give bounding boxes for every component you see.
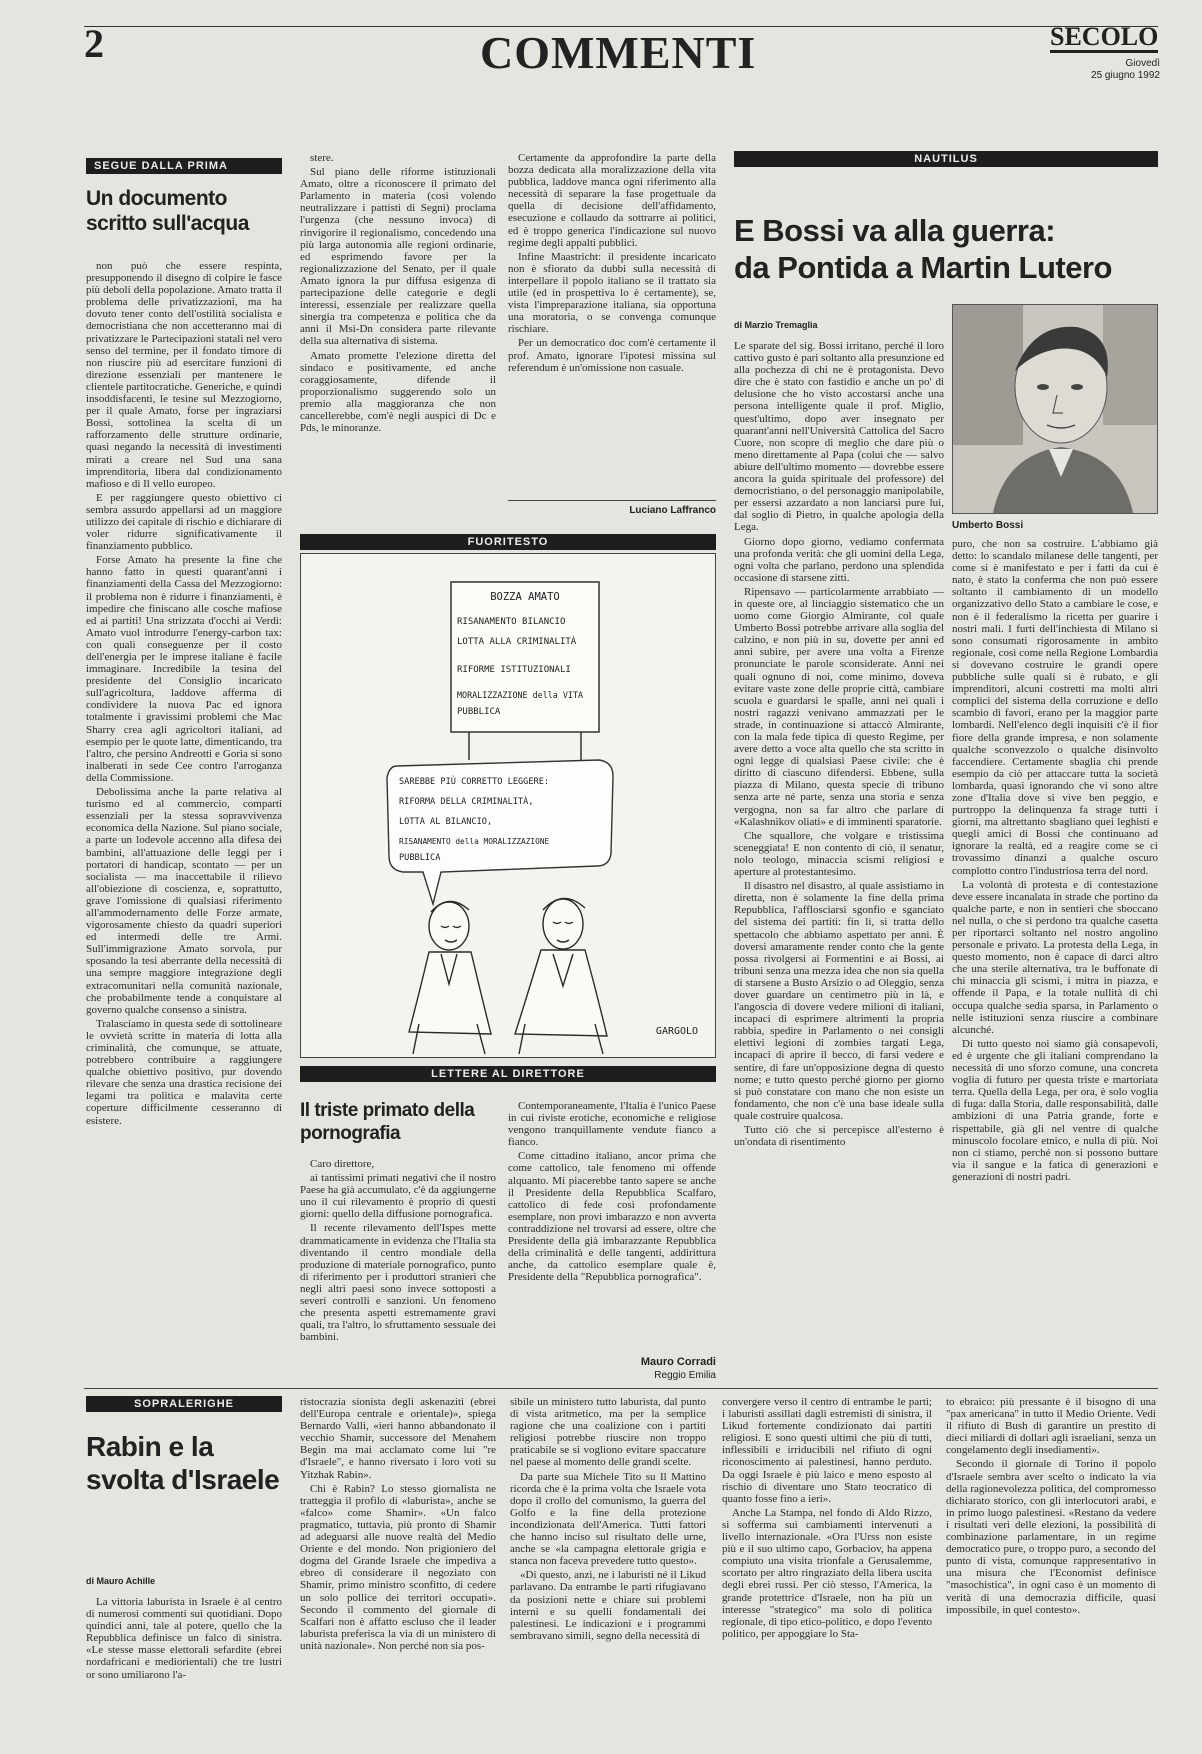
segue-kicker: SEGUE DALLA PRIMA [86, 158, 282, 174]
segue-author-rule [508, 500, 716, 501]
paragraph: Certamente da approfondire la parte della bozza dedicata alla moralizzazione della vita pubblica, laddove manca ogni riferimento alla necessità di separare la fase progettuale da quella di decisione dell'affidamento, esecuzione e collaudo da sottrarre ai politici, ed è troppo generica l'indicazione sul nuovo regime degli appalti pubblici. [508, 152, 716, 249]
sopralerighe-col4 [722, 1396, 932, 1746]
sopralerighe-byline: di Mauro Achille [86, 1576, 156, 1586]
lettere-city: Reggio Emilia [654, 1370, 716, 1381]
sign-line: MORALIZZAZIONE della VITA [457, 690, 584, 700]
issue-date [1050, 58, 1160, 82]
segue-author: Luciano Laffranco [629, 505, 716, 516]
segue-col3 [508, 152, 716, 482]
bubble-line: SAREBBE PIÙ CORRETTO LEGGERE: [399, 777, 550, 787]
paragraph: «Di questo, anzi, ne i laburisti né il Likud parlavano. Da entrambe le parti rifugiavano da posizioni nette e chiare sui problemi interni e su quelli fondamentali dei palestinesi. Le indicazioni e i programmi sembravano simili, segno della necessità di [510, 1569, 706, 1642]
paragraph: Il disastro nel disastro, al quale assistiamo in diretta, non è solamente la fine della prima Repubblica, l'afflosciarsi sgonfio e sganciato del sistema dei partiti: fin lì, si tratta dello spettacolo che abbiamo aspettato per anni. È doversi amaramente render conto che la gente possa rivolgersi ai Formentini e ai Bossi, ai tribuni senza una mezza idea che non sia quella di starsene a Busto Arsizio o ad Oleggio, senza dover guardare un centimetro più in là, e l'angoscia di dovere vedere milioni di italiani, incapaci di esprimere altrimenti la propria rabbia, spedire in Parlamento o nei consigli elettivi legioni di zombies targati Lega, incapaci di aprire il becco, di farsi vedere e sentire, di fare un'opposizione degna di questo nome; e tutto questo perché giorno per giorno si può constatare con mano che non esiste un fondamento, che non c'è una base ideale sulla quale costruire qualcosa. [734, 880, 944, 1122]
lettere-col1 [300, 1158, 496, 1378]
paragraph: convergere verso il centro di entrambe le parti; i laburisti assillati dagli estremisti di sinistra, il Likud fortemente condizionato dai partiti religiosi. E sono questi ultimi che più di tutti, inflessibili e irriducibili nel rifiuto di ogni riconoscimento ai palestinesi, hanno perduto. Da oggi Israele è più laico e meno esposto al rischio di diventare uno Stato teocratico di quanto fosse fino a ieri». [722, 1396, 932, 1505]
lettere-title: Il triste primato della pornografia [300, 1100, 475, 1144]
paragraph: Tralasciamo in questa sede di sottolineare le ovvietà scritte in materia di lotta alla criminalità, che comunque, se attuate, potrebbero contribuire a raggiungere qualche obiettivo positivo, pur dovendo rilevare che senza una drastica recisione dei legami tra politica e malavita certe coperture difficilmente cesseranno di esistere. [86, 1017, 282, 1127]
bubble-line: LOTTA AL BILANCIO, [399, 817, 493, 827]
paragraph: to ebraico: più pressante è il bisogno di una "pax americana" in tutto il Medio Oriente. Vedi il rifiuto di Bush di garantire un prestito di dieci miliardi di dollari agli israeliani, senza un congelamento degli insediamenti». [946, 1396, 1156, 1457]
lettere-kicker: LETTERE AL DIRETTORE [300, 1066, 716, 1082]
sopralerighe-title: Rabin e la svolta d'Israele [86, 1431, 280, 1496]
issue-weekday: Giovedì [1125, 58, 1160, 69]
sopralerighe-kicker: SOPRALERIGHE [86, 1396, 282, 1412]
paragraph: ai tantissimi primati negativi che il nostro Paese ha già accumulato, c'è da aggiungerne uno il cui rilevamento è proprio di questi giorni: quello della diffusione pornografica. [300, 1172, 496, 1221]
paragraph: Infine Maastricht: il presidente incaricato non è sfiorato da dubbi sulla necessità di interpellare il popolo italiano se il trattato sia utile (ed in prospettiva lo è certamente), se, vista l'impreparazione italiana, sia opportuna una moratoria, o se convenga comunque rischiare. [508, 250, 716, 336]
cartoon-frame [300, 553, 716, 1058]
cartoon-figure-left [409, 901, 491, 1054]
issue-day: 25 giugno 1992 [1091, 70, 1160, 81]
paragraph: Per un democratico doc com'è certamente il prof. Amato, ignorare l'ipotesi missina sul referendum è un'omissione non casuale. [508, 337, 716, 374]
paragraph: sibile un ministero tutto laburista, dal punto di vista aritmetico, ma per la semplice ragione che una coalizione con i partiti religiosi potrebbe riuscire non troppo praticabile se si vogliono evitare spaccature nel paese al momento delle grandi scelte. [510, 1396, 706, 1469]
paragraph: Come cittadino italiano, ancor prima che come cattolico, tale fenomeno mi offende alquanto. Mi piacerebbe tanto sapere se anche il Presidente della Repubblica Scalfaro, cattolico di fede così profondamente esemplare, non provi imbarazzo e non avverta contraddizione nel trovarsi ad essere, oltre che Presidente della già imbarazzante Repubblica della criminalità e delle tangenti, addirittura anche, da cattolico esemplare quale è, Presidente della "Repubblica pornografica". [508, 1150, 716, 1284]
lettere-author: Mauro Corradi [640, 1356, 716, 1368]
segue-title: Un documento scritto sull'acqua [86, 187, 249, 236]
nautilus-col1 [734, 340, 944, 1380]
paragraph: Di tutto questo noi siamo già consapevoli, ed è urgente che gli italiani comprendano la necessità di uno sforzo comune, una concreta voglia di futuro per questa triste e martoriata terra. Quella della Lega, per ora, è solo voglia di fuga: dalla Storia, dalle responsabilità, dalle ambizioni di una Patria grande, forte e rispettabile, già gli nel ventre di qualche minuscolo focolare etnico, e nulla di più. Noi non ci stiamo, perché non si possono buttare via il sangue e la fatica di generazioni e generazioni di nostri padri. [952, 1037, 1158, 1183]
paragraph: La volontà di protesta e di contestazione deve essere incanalata in strade che portino da qualche parte, e non in sentieri che sboccano nel nulla, o che si perdono tra qualche casetta per riportarci soltanto nel nostro angolino personale e privato. La protesta della Lega, in questo momento, non è capace di darci altro che una sterile alternativa, tra le buffonate di chi minaccia gli scismi, i mitra in piazza, e offende il Papa, e la totale nullità di chi occupa qualche sedia sparsa, in Parlamento o nelle istituzioni senza riuscire a combinare alcunché. [952, 878, 1158, 1036]
nautilus-col2 [952, 538, 1158, 1380]
bubble-line: RIFORMA DELLA CRIMINALITÀ, [399, 797, 534, 807]
paragraph: Il recente rilevamento dell'Ispes mette drammaticamente in evidenza che l'Italia sta diventando il centro mondiale della produzione di materiale pornografico, punto di riferimento per i produttori stranieri che negli altri paesi sono invece sottoposti a severi controlli e sanzioni. Un fenomeno che presenta aspetti estremamente gravi quali, tra l'altro, lo sfruttamento sessuale dei bambini. [300, 1222, 496, 1344]
paragraph: Anche La Stampa, nel fondo di Aldo Rizzo, si sofferma sui cambiamenti intervenuti a livello internazionale. «Ora l'Urss non esiste più e il suo ultimo capo, Gorbaciov, ha appena compiuto una visita trionfale a Gerusalemme, scortato per altro ringraziato della libera uscita degli ebrei russi. Per ciò stesso, l'America, la grande protettrice d'Israele, non ha più un interesse "strategico" ma solo di politica regionale, di tipo etico-politico, e dopo l'evento politico, per appoggiare lo Sta- [722, 1506, 932, 1640]
paragraph: Chi è Rabin? Lo stesso giornalista ne tratteggia il profilo di «laburista», anche se «falco» come Shamir». «Un falco pragmatico, tuttavia, più pronto di Shamir ad adeguarsi alle nuove realtà del Medio Oriente e del mondo. Non prigioniero del dogma del Grande Israele che impediva a ebreo di considerare il negoziato con Shamir, primo ministro sconfitto, di cedere un solo pollice dei territori occupati». Secondo il commento del giornale di Scalfari non è affatto escluso che il leader laburista preferisca la via di un ministero di unità nazionale». Non perché non sia pos- [300, 1482, 496, 1652]
sopralerighe-col1 [86, 1596, 282, 1746]
nautilus-title [734, 212, 1158, 286]
bossi-photo [952, 304, 1158, 514]
sign-line: RIFORME ISTITUZIONALI [457, 665, 571, 675]
paragraph: Sul piano delle riforme istituzionali Amato, oltre a riconoscere il primato del Parlamento in materia (così volendo neutralizzare i pattisti di Segni) proclama l'urgenza (che nessuno invoca) di rinvigorire il regionalismo, concedendo una più larga autonomia alle regioni ordinarie, ed esprimendo favore per la regionalizzazione del Senato, per il quale Amato ignora la pur diffusa esigenza di partecipazione delle categorie e degli interessi, essenziale per realizzare quella sinergia tra competenza e politica che da anni il Msi-Dn considera parte rilevante della sua alternativa di sistema. [300, 166, 496, 348]
section-title: COMMENTI [480, 27, 757, 78]
bubble-line: PUBBLICA [399, 853, 441, 863]
nautilus-title-line: E Bossi va alla guerra: [734, 213, 1056, 248]
sign-line: RISANAMENTO BILANCIO [457, 617, 566, 627]
paragraph: Forse Amato ha presente la fine che hanno fatto in questi quarant'anni i finanziamenti della Cassa del Mezzogiorno: il problema non è ridurre i finanziamenti, è impedire che finiscano alle cosche mafiose ed ai partiti! Una strizzata d'occhi ai Verdi: Amato vuol introdurre l'energy-carbon tax: con quali conseguenze per il costo dell'energia per le imprese italiane è facile immaginare. Incredibile la tesina del presidente del Consiglio incaricato sull'agricoltura, laddove afferma di condividere la nuova Pac ed ignora totalmente i gravissimi problemi che Mac Sharry crea agli agricoltori italiani, ad esempio per le quote latte, dimenticando, tra l'altro, che persino Andreotti e Goria si sono inalberati in sede Cee contro l'arroganza della Commissione. [86, 554, 282, 784]
bubble-line: RISANAMENTO della MORALIZZAZIONE [399, 837, 550, 846]
section-divider [84, 1388, 1158, 1389]
paragraph: Debolissima anche la parte relativa al turismo ed al commercio, comparti essenziali per la stessa sopravvivenza economica della Nazione. Sul piano sociale, a parte un lodevole accenno alla difesa dei bambini, all'attuazione delle leggi per i portatori di handicap, scontato — per un socialista — ma inaccettabile il rilievo all'obiezione di coscienza, e, soprattutto, grave l'omissione di qualsiasi riferimento all'ammodernamento delle Forze armate, vigorosamente chiesto da quadri superiori ed intermedi delle tre Armi. Sull'immigrazione Amato sorvola, pur sposando la tesi aberrante della necessità di una sempre maggiore integrazione degli extracomunitari nella comunità nazionale, che probabilmente tende a conquistare al governo qualche consenso a sinistra. [86, 786, 282, 1016]
newspaper-logo: SECOLO [1050, 22, 1159, 51]
segue-col1 [86, 260, 282, 1375]
photo-caption: Umberto Bossi [952, 520, 1024, 531]
cartoon-signature: GARGOLO [655, 1026, 699, 1037]
paragraph: Amato promette l'elezione diretta del sindaco e positivamente, ed anche coraggiosamente, difende il proporzionalismo suggerendo solo un premio alla maggioranza che non cancellerebbe, com'è negli auspici di Dc e Pds, le minoranze. [300, 349, 496, 435]
sign-line: PUBBLICA [457, 707, 501, 717]
nautilus-title-line: da Pontida a Martin Lutero [734, 250, 1112, 286]
paragraph: E per raggiungere questo obiettivo ci sembra assurdo appellarsi ad un maggiore utilizzo dei capitale di rischio e dichiarare di voler ridurre significativamente il finanziamento pubblico. [86, 491, 282, 553]
nautilus-byline: di Marzio Tremaglia [734, 320, 818, 330]
paragraph: Secondo il giornale di Torino il popolo d'Israele sembra aver scelto o indicato la via della ragionevolezza politica, del compromesso dichiarato storico, con gli interlocutori arabi, e in primo luogo palestinesi. «Restano da vedere i risultati veri delle elezioni, la possibilità di combinazione parlamentare, in un regime democratico pure, o troppo puro, a secondo del punto di vista, comunque rappresentativo in una misura che l'Economist definisce "masochistica", in ogni caso è un momento di verità di una democrazia difficile, quasi impossibile, in quel contesto». [946, 1458, 1156, 1616]
paragraph: ristocrazia sionista degli askenaziti (ebrei dell'Europa centrale e orientale)», spiega Bernardo Valli, «ieri hanno abbandonato il vecchio Shamir, successore del Menahem Begin ma mai acclamato come lui "re d'Israele", e hanno riversato i loro voti su Yitzhak Rabin». [300, 1396, 496, 1481]
paragraph: Le sparate del sig. Bossi irritano, perché il loro cattivo gusto è pari soltanto alla presunzione ed alla pochezza di chi ne è protagonista. Devo dire che è stato con fastidio e anche un po' di delusione che ho visto accostarsi anche una persona intelligente quale il prof. Miglio, quest'ultimo, dopo aver insegnato per quarant'anni nell'Università Cattolica del Sacro Cuore, non scopre di meglio che dare più o meno direttamente al Papa (colui che — salvo abiure dell'ultimo momento — dovrebbe essere ancora la guida spirituale del professore) del democristiano, o del personaggio manipolabile, per essersi azzardato a non lanciarsi pure lui, dal soglio di Pietro, in qualche apologia della Lega. [734, 340, 944, 534]
paragraph: La vittoria laburista in Israele è al centro di numerosi commenti sui quotidiani. Dopo quindici anni, tale al potere, quello che la Repubblica definisce un falco di sinistra. «Le stesse masse elettorali sefardite (ebrei nordafricani e mediorientali) che tre lustri or sono umiliarono l'a- [86, 1596, 282, 1681]
fuoritesto-kicker: FUORITESTO [300, 534, 716, 550]
sign-line: BOZZA AMATO [490, 591, 560, 603]
paragraph: Contemporaneamente, l'Italia è l'unico Paese in cui riviste erotiche, economiche e religiose vengono tranquillamente vendute fianco a fianco. [508, 1100, 716, 1149]
paragraph: Che squallore, che volgare e tristissima sceneggiata! E non contento di ciò, il senatur, nolo teologo, minaccia scismi religiosi e aperture al protestantesimo. [734, 829, 944, 879]
segue-col2 [300, 152, 496, 522]
sopralerighe-col5 [946, 1396, 1156, 1746]
sign-line: LOTTA ALLA CRIMINALITÀ [457, 637, 577, 647]
paragraph: stere. [310, 152, 334, 164]
paragraph: Da parte sua Michele Tito su Il Mattino ricorda che è la prima volta che Israele vota dopo il crollo del comunismo, la guerra del Golfo e la fine della protezione incondizionata dell'America. Tutti fattori che hanno inciso sul risultato delle urne, anche se «la campagna elettorale grigia e stanca non faceva prevedere tutto questo». [510, 1470, 706, 1568]
paragraph: Caro direttore, [310, 1158, 375, 1170]
paragraph: Tutto ciò che si percepisce all'esterno è un'ondata di risentimento [734, 1124, 944, 1149]
sopralerighe-col2 [300, 1396, 496, 1746]
paragraph: puro, che non sa costruire. L'abbiamo già detto: lo scandalo milanese delle tangenti, per come si è manifestato e per i fatti da cui è nato, è stato la conferma che non può essere soltanto il cambiamento di un modello organizzativo dello Stato a cambiare le cose, e non è il federalismo la ricetta per guarire i nostri mali. I furti dell'inchiesta di Milano si sono consumati rigorosamente in ambito regionale, così come nella Regione Lombardia si dovevano costruire le grandi opere pubbliche sulle quali si è rubato, e gli imprenditori, alcuni costretti ma molti altri complici del sistema della corruzione e dello scambio di favori, erano per la maggior parte lombardi. Nell'elenco degli inquisiti c'è il fior fiore della grande impresa, e non solamente qualche sconvezzolo o qualche disinvolto faccendiere. Certamente sbaglia chi prende esempio da ciò per attaccare tutta la società lombarda, quasi ignorando che vi sono altre zone d'Italia dove si vive ben peggio, e purtroppo la delinquenza fa strage tutti i giorni, ma altrettanto sbagliano quei leghisti e quegli amici di Bossi che continuano ad ignorare la realtà, ed a reagire come se ci trovassimo dinanzi a qualche oscuro complotto contro l'industriosa terra del nord. [952, 538, 1158, 877]
paragraph: Giorno dopo giorno, vediamo confermata una profonda verità: che gli uomini della Lega, ogni volta che parlano, perdono una splendida occasione di starsene zitti. [734, 535, 944, 584]
lettere-col2 [508, 1100, 716, 1350]
nautilus-kicker: NAUTILUS [734, 151, 1158, 167]
portrait-image [953, 305, 1157, 513]
sopralerighe-col3 [510, 1396, 706, 1746]
paragraph: non può che essere respinta, presupponendo il disegno di colpire le fasce più deboli della popolazione. Amato tratta il problema delle privatizzazioni, ma ha dovuto tener conto dell'ostilità socialista e democristiana che non accetteranno mai di privatizzare le Partecipazioni statali nel vero senso del termine, per il fondato timore di non riuscire più ad esercitare funzioni di direzione essenziali per mantenere le clientele partitocratiche. Generiche, e quindi insoddisfacenti, le tesine sul Mezzogiorno, per il quale Amato, forse per ingraziarsi Bossi, sottolinea la scelta di un rafforzamento delle strutture ordinarie, quasi negando la necessità di investimenti mirati a creare nel Sud una sana imprenditoria, libera dal condizionamento mafioso e di Il vello europeo. [86, 260, 282, 490]
cartoon-figure-right [515, 898, 607, 1054]
page-number: 2 [84, 21, 104, 66]
paragraph: Ripensavo — particolarmente arrabbiato — in queste ore, al linciaggio sistematico che un uomo come Giorgio Almirante, col quale Umberto Bossi potrebbe arrivare alla soglia del calzino, e non più in su, dovette per anni ed anni subire, per avere una volta a Firenze pronunciate le parole sconsiderate. Anni nei quali ognuno di noi, come minimo, doveva evitare vaste zone delle proprie città, cambiare scuola e guardarsi le spalle, anni nei quali i nostri ragazzi venivano ammazzati per le strade, in continuazione si attaccò Almirante, con la mala fede tipica di questo Regime, per avere detto a voce alta quello che sta scritto in ogni legge di qualsiasi Paese civile: che è diritto di ciascuno difendersi. Ebbene, sulla piazza di Milano, questa specie di tribuno senza arte né parte, senza una storia e senza vergogna, non sa far altro che parlare di «Kalashnikov oliati» e di imminenti sparatorie. [734, 585, 944, 828]
cartoon-illustration [301, 554, 715, 1057]
